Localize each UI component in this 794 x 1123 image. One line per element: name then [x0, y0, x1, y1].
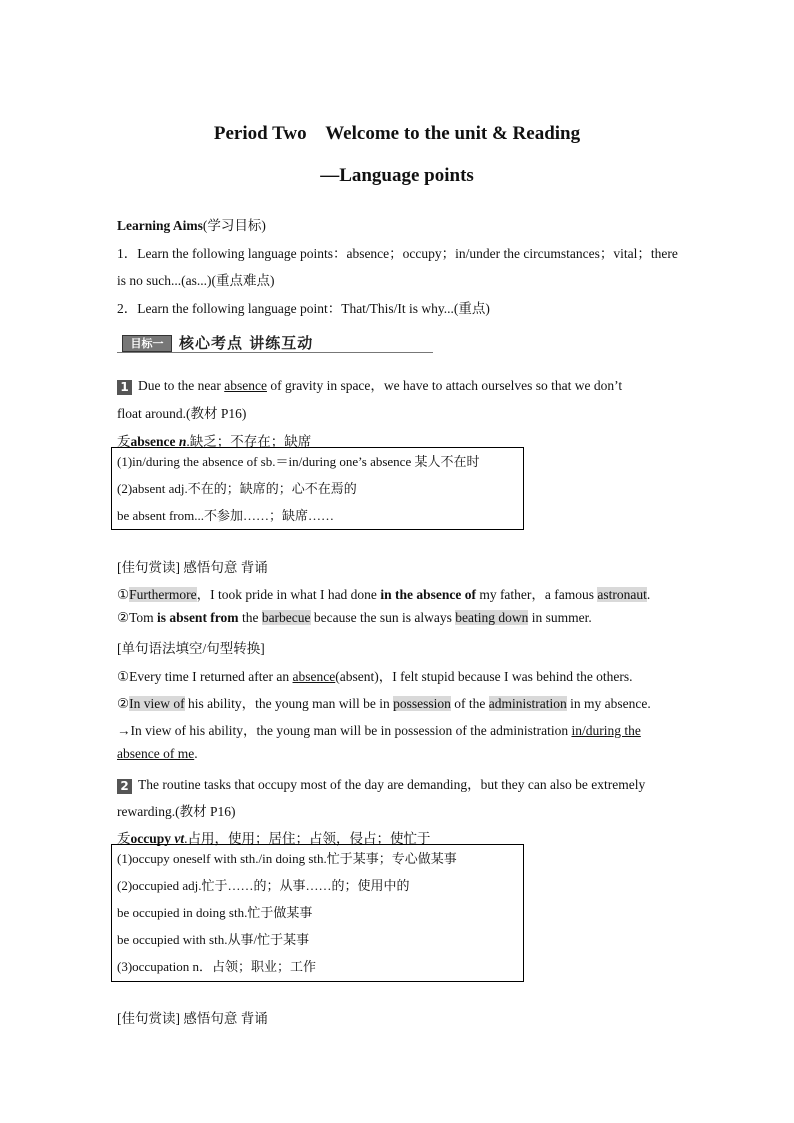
- headword-mark-icon: 叐: [117, 434, 131, 449]
- item1-practice-3-line1: [117, 719, 641, 739]
- item1-practice-3-line2: [117, 746, 198, 762]
- item1-headword-word: absence: [130, 434, 179, 449]
- item1-usage-line: be absent from...不参加……；缺席……: [117, 508, 335, 523]
- item1-sentence-pre: Due to the near: [138, 378, 225, 393]
- item1-sentence-line2: float around.(教材 P16): [117, 406, 247, 421]
- highlight-word: In view of: [129, 696, 185, 711]
- aim-2: 2．Learn the following language point：That/This/It is why...(重点): [117, 301, 490, 316]
- aim-1-line-a: 1．Learn the following language points：absence；occupy；in/under the circumstances；vital；there: [117, 246, 678, 261]
- item1-keyword: absence: [224, 378, 267, 393]
- practice-text: ②: [117, 696, 130, 711]
- item1-headword-pos: n: [178, 434, 187, 449]
- example-marker: ①: [117, 587, 130, 602]
- example-text: in summer.: [528, 610, 592, 625]
- highlight-word: astronaut: [597, 587, 647, 602]
- highlight-word: Furthermore: [129, 587, 197, 602]
- highlight-word: beating down: [455, 610, 529, 625]
- item1-headword-def: .缺乏；不存在；缺席: [186, 434, 312, 449]
- item1-usage-box: [111, 447, 524, 530]
- example-text: ②Tom: [117, 610, 158, 625]
- practice-answer: in/during the: [571, 723, 641, 738]
- item2-usage-line: be occupied with sth.从事/忙于某事: [117, 932, 310, 947]
- banner-rule: [117, 352, 433, 353]
- example-text: my father，a famous: [475, 587, 598, 602]
- example-text: because the sun is always: [310, 610, 456, 625]
- highlight-word: administration: [488, 696, 567, 711]
- item1-practice-1: [117, 665, 633, 685]
- item2-sentence-text: The routine tasks that occupy most of the day are demanding，but they can also be extremely: [138, 777, 646, 792]
- example-text: ，I took pride in what I had done: [196, 587, 381, 602]
- item1-practice-heading: [单句语法填空/句型转换]: [117, 641, 265, 656]
- item1-number-badge: 1: [117, 380, 132, 395]
- example-text: .: [646, 587, 651, 602]
- item2-sentence-line2: rewarding.(教材 P16): [117, 804, 236, 819]
- item2-usage-line: (2)occupied adj.忙于……的；从事……的；使用中的: [117, 878, 410, 893]
- aims-label: Learning Aims: [117, 218, 203, 233]
- banner-tag: 目标一: [122, 335, 172, 352]
- item1-sentence-line1: [117, 374, 622, 395]
- item2-headword-pos: vt: [174, 831, 185, 846]
- aim-1-line-b: is no such...(as...)(重点难点): [117, 273, 275, 288]
- item1-usage-line: (2)absent adj.不在的；缺席的；心不在焉的: [117, 481, 357, 496]
- item2-number-badge: 2: [117, 779, 132, 794]
- item1-sentence-post: of gravity in space，we have to attach ourselves so that we don’t: [266, 378, 623, 393]
- practice-text: of the: [450, 696, 489, 711]
- practice-text: .: [194, 746, 198, 761]
- item2-sentence-line1: [117, 773, 645, 794]
- item2-headword-word: occupy: [130, 831, 175, 846]
- item2-usage-box: [111, 844, 524, 982]
- item2-appreciation-heading: [佳句赏读] 感悟句意 背诵: [117, 1011, 268, 1026]
- practice-answer: absence: [292, 669, 336, 684]
- example-text: the: [238, 610, 262, 625]
- practice-text: (absent)，I felt stupid because I was behind the others.: [335, 669, 633, 684]
- item2-headword-def: .占用，使用；居住；占领，侵占；使忙于: [184, 831, 431, 846]
- item2-usage-line: (1)occupy oneself with sth./in doing sth.忙于某事；专心做某事: [117, 851, 457, 866]
- learning-aims-heading: [117, 214, 266, 234]
- section-banner: [117, 332, 433, 354]
- item2-usage-line: (3)occupation n．占领；职业；工作: [117, 959, 316, 974]
- item1-usage-line: (1)in/during the absence of sb.＝in/during one’s absence 某人不在时: [117, 454, 480, 469]
- key-phrase: in the absence of: [380, 587, 476, 602]
- page-title: Period Two Welcome to the unit & Reading: [213, 123, 581, 144]
- practice-text: his ability，the young man will be in: [184, 696, 394, 711]
- page-subtitle: —Language points: [320, 165, 474, 186]
- highlight-word: barbecue: [261, 610, 311, 625]
- item1-example-2: [117, 610, 592, 626]
- item1-appreciation-heading: [佳句赏读] 感悟句意 背诵: [117, 560, 268, 575]
- headword-mark-icon: 叐: [117, 831, 131, 846]
- practice-answer: absence of me: [117, 746, 195, 761]
- item1-example-1: [117, 583, 650, 603]
- practice-text: in my absence.: [566, 696, 651, 711]
- banner-text: 核心考点 讲练互动: [179, 334, 314, 352]
- aims-label-cn: (学习目标): [202, 218, 266, 233]
- item1-practice-2: [117, 692, 651, 712]
- item2-usage-line: be occupied in doing sth.忙于做某事: [117, 905, 313, 920]
- practice-text: ①Every time I returned after an: [117, 669, 293, 684]
- key-phrase: is absent from: [157, 610, 239, 625]
- highlight-word: possession: [393, 696, 451, 711]
- practice-text: →In view of his ability，the young man will be in possession of the administration: [117, 723, 572, 738]
